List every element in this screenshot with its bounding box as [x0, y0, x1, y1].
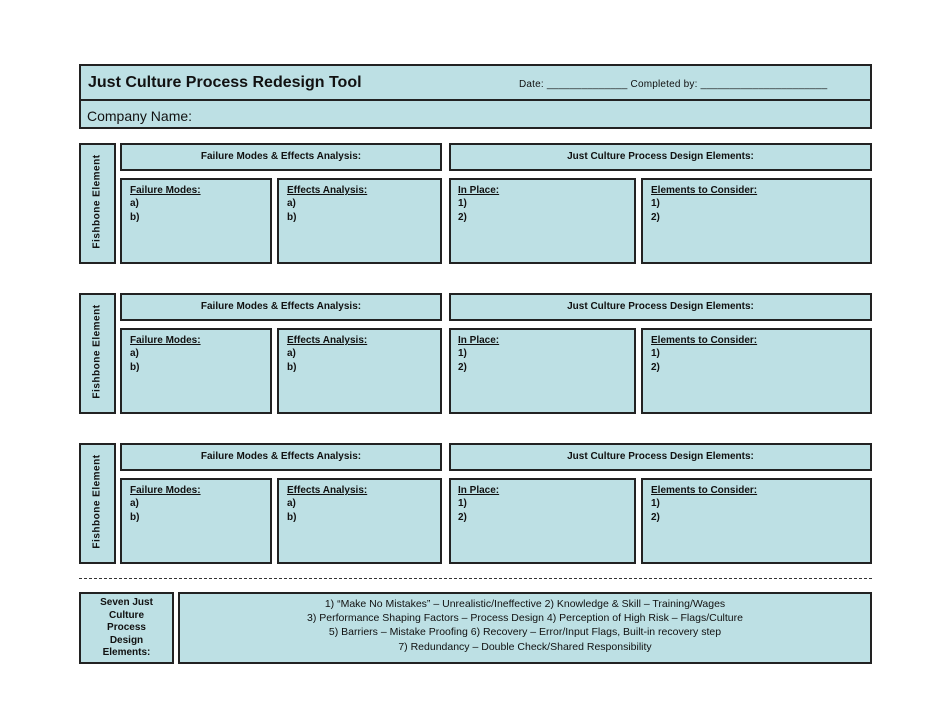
in-place-1: 1) [458, 498, 467, 509]
page-title: Just Culture Process Redesign Tool [88, 74, 362, 91]
elements-to-consider-2: 2) [651, 212, 660, 223]
in-place-2: 2) [458, 362, 467, 373]
elements-to-consider-1: 1) [651, 348, 660, 359]
elements-to-consider-label: Elements to Consider: [651, 335, 758, 346]
seven-label-line: Culture [109, 609, 144, 621]
effects-analysis-b: b) [287, 512, 297, 523]
failure-mode-b: b) [130, 512, 140, 523]
date-completed-field[interactable]: Date: ______________ Completed by: ______________________ [519, 79, 828, 90]
in-place-label: In Place: [458, 485, 500, 496]
elements-to-consider-2: 2) [651, 362, 660, 373]
seven-label-line: Elements: [102, 647, 151, 658]
effects-analysis-b: b) [287, 362, 297, 373]
company-name-bar [79, 99, 872, 129]
in-place-label: In Place: [458, 335, 500, 346]
effects-analysis-a: a) [287, 198, 296, 209]
elements-list-line: 5) Barriers – Mistake Proofing 6) Recovery – Error/Input Flags, Built-in recovery step [328, 626, 722, 638]
elements-to-consider-label: Elements to Consider: [651, 485, 758, 496]
elements-to-consider-label: Elements to Consider: [651, 185, 758, 196]
fmea-header: Failure Modes & Effects Analysis: [200, 151, 362, 162]
jc-header: Just Culture Process Design Elements: [567, 301, 754, 312]
fmea-header: Failure Modes & Effects Analysis: [200, 301, 362, 312]
failure-mode-b: b) [130, 362, 140, 373]
effects-analysis-a: a) [287, 348, 296, 359]
failure-mode-b: b) [130, 212, 140, 223]
elements-list-line: 7) Redundancy – Double Check/Shared Responsibility [398, 641, 652, 653]
effects-analysis-a: a) [287, 498, 296, 509]
effects-analysis-label: Effects Analysis: [287, 335, 368, 346]
fishbone-element-label: Fishbone Element [91, 304, 103, 399]
elements-to-consider-1: 1) [651, 198, 660, 209]
elements-to-consider-2: 2) [651, 512, 660, 523]
failure-mode-a: a) [130, 198, 139, 209]
in-place-2: 2) [458, 512, 467, 523]
failure-modes-label: Failure Modes: [130, 485, 201, 496]
company-name-label[interactable]: Company Name: [87, 108, 193, 124]
failure-modes-label: Failure Modes: [130, 185, 201, 196]
fishbone-element-label: Fishbone Element [91, 154, 103, 249]
elements-to-consider-1: 1) [651, 498, 660, 509]
in-place-1: 1) [458, 348, 467, 359]
failure-mode-a: a) [130, 348, 139, 359]
effects-analysis-label: Effects Analysis: [287, 485, 368, 496]
seven-elements-label [79, 597, 174, 660]
in-place-label: In Place: [458, 185, 500, 196]
elements-list-line: 1) “Make No Mistakes” – Unrealistic/Ineffective 2) Knowledge & Skill – Training/Wages [324, 598, 726, 610]
seven-label-line: Design [109, 634, 144, 646]
jc-header: Just Culture Process Design Elements: [567, 451, 754, 462]
fmea-header: Failure Modes & Effects Analysis: [200, 451, 362, 462]
fishbone-element-label: Fishbone Element [91, 454, 103, 549]
in-place-2: 2) [458, 212, 467, 223]
failure-modes-label: Failure Modes: [130, 335, 201, 346]
effects-analysis-b: b) [287, 212, 297, 223]
failure-mode-a: a) [130, 498, 139, 509]
effects-analysis-label: Effects Analysis: [287, 185, 368, 196]
in-place-1: 1) [458, 198, 467, 209]
dashed-divider [79, 578, 872, 579]
seven-label-line: Seven Just [100, 597, 153, 608]
seven-label-line: Process [107, 622, 146, 633]
jc-header: Just Culture Process Design Elements: [567, 151, 754, 162]
elements-list-line: 3) Performance Shaping Factors – Process Design 4) Perception of High Risk – Flags/Culture [307, 612, 743, 624]
